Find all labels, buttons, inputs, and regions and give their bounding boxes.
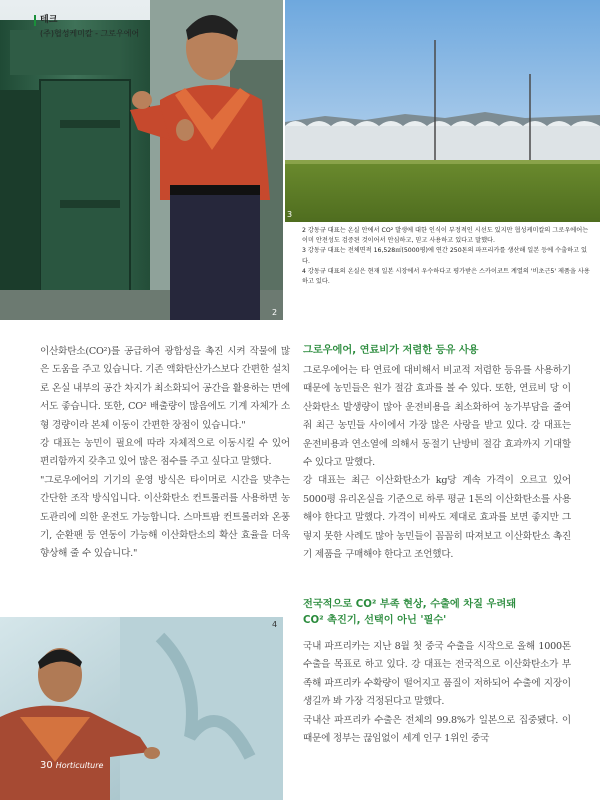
page-number: 30	[40, 760, 53, 771]
magazine-brand: Horticulture	[55, 761, 104, 770]
section-1-text	[303, 362, 571, 564]
photo-greenhouse	[285, 0, 600, 222]
section-heading-1: 그로우에어, 연료비가 저렴한 등유 사용	[303, 345, 479, 356]
photo-ceo-pointing	[0, 617, 283, 800]
photo-number: 3	[287, 210, 293, 219]
section-heading-2	[303, 597, 583, 629]
paragraph: 강 대표는 농민이 필요에 따라 자체적으로 이동시킬 수 있어 편리함까지 갖추고 있어 많은 점수를 주고 싶다고 말했다.	[40, 438, 290, 468]
caption-2: 2 강동규 대표는 온실 안에서 CO² 발생에 대한 인식이 부정적인 시선도 있지만 협성케미칼의 그로우에어는 이미 안전성도 검증된 것이어서 안심하고, 믿고 사용하고 있다고 말했다.	[302, 227, 589, 245]
caption-3: 3 강동규 대표는 전체면적 16,528㎡(5000평)에 연간 250톤의 파프리카를 생산해 일본 등에 수출하고 있다.	[302, 247, 588, 265]
caption-4: 4 강동규 대표의 온실은 현재 일본 시장에서 우수하다고 평가받은 스카이코트 계열의 '비초근5' 제품을 사용하고 있다.	[302, 267, 590, 286]
paragraph: "그로우에어의 기기의 운영 방식은 타이머로 시간을 맞추는 간단한 조작 방식입니다. 이산화탄소 컨트롤러를 사용하면 농도관리에 의한 운전도 가능합니다. 스마트팜 컨트롤러와 온풍기, 순환팬 등 연동이 가능해 이산화탄소의 확산 효율을 더욱 향상해 줄 수 있습니다."	[40, 474, 290, 560]
photo-number: 2	[272, 308, 278, 317]
paragraph: 국내 파프리카는 지난 8월 첫 중국 수출을 시작으로 올해 1000톤 수출을 목표로 하고 있다. 강 대표는 전국적으로 이산화탄소가 부족해 파프리카 수확량이 떨어지고 품질이 저하되어 수출에 지장이 생길까 봐 가장 걱정된다고 말했다.	[303, 641, 571, 708]
section-2-text	[303, 638, 571, 748]
tag-company: (주)협성케미칼 - 그로우에어	[40, 29, 140, 38]
photo-ceo-with-machine	[0, 0, 283, 320]
tag-accent-bar	[34, 15, 36, 26]
paragraph: 그로우에어는 타 연료에 대비해서 비교적 저렴한 등유를 사용하기 때문에 농민들은 원가 절감 효과를 볼 수 있다. 또한, 연료비 당 이산화탄소 발생량이 많아 운전비용을 최소화하여 농가부담을 줄여 줘 최근 농민들 사이에서 가장 많은 사랑을 받고 있다. 강 대표는 운전비용과 연소열에 의해서 동절기 난방비 절감 효과까지 기대할 수 있다고 말했다.	[303, 365, 571, 469]
paragraph: 이산화탄소(CO²)를 공급하여 광합성을 촉진 시켜 작물에 많은 도움을 주고 있습니다. 기존 액화탄산가스보다 간편한 설치로 온실 내부의 공간 차지가 최소화되어 공간을 활용하는 면에서도 좋습니다. 또한, CO² 배출량이 많음에도 기계 자체가 소형 경량이라 본체 이동이 간편한 장점이 있습니다."	[40, 346, 290, 431]
section-heading-2-line1: 전국적으로 CO² 부족 현상, 수출에 차질 우려돼	[303, 599, 517, 610]
photo-captions	[302, 226, 592, 287]
page-footer	[40, 760, 103, 771]
photo-number: 4	[272, 620, 278, 629]
paragraph: 강 대표는 최근 이산화탄소가 kg당 계속 가격이 오르고 있어 5000평 유리온실을 기준으로 하루 평균 1톤의 이산화탄소를 사용해야 한다고 말했다. 가격이 비싸도 제대로 효과를 보면 좋지만 그렇지 못한 사례도 많아 농민들이 꼼꼼히 따져보고 이산화탄소 촉진기 제품을 구매해야 한다고 조언했다.	[303, 475, 571, 561]
left-column-text	[40, 343, 290, 564]
paragraph: 국내산 파프리카 수출은 전체의 99.8%가 일본으로 집중됐다. 이 때문에 정부는 끊임없이 세계 인구 1위인 중국	[303, 714, 571, 745]
section-heading-2-line2: CO² 촉진기, 선택이 아닌 '필수'	[303, 615, 447, 626]
page-tag	[40, 14, 139, 41]
tag-category: 테크	[40, 15, 58, 25]
